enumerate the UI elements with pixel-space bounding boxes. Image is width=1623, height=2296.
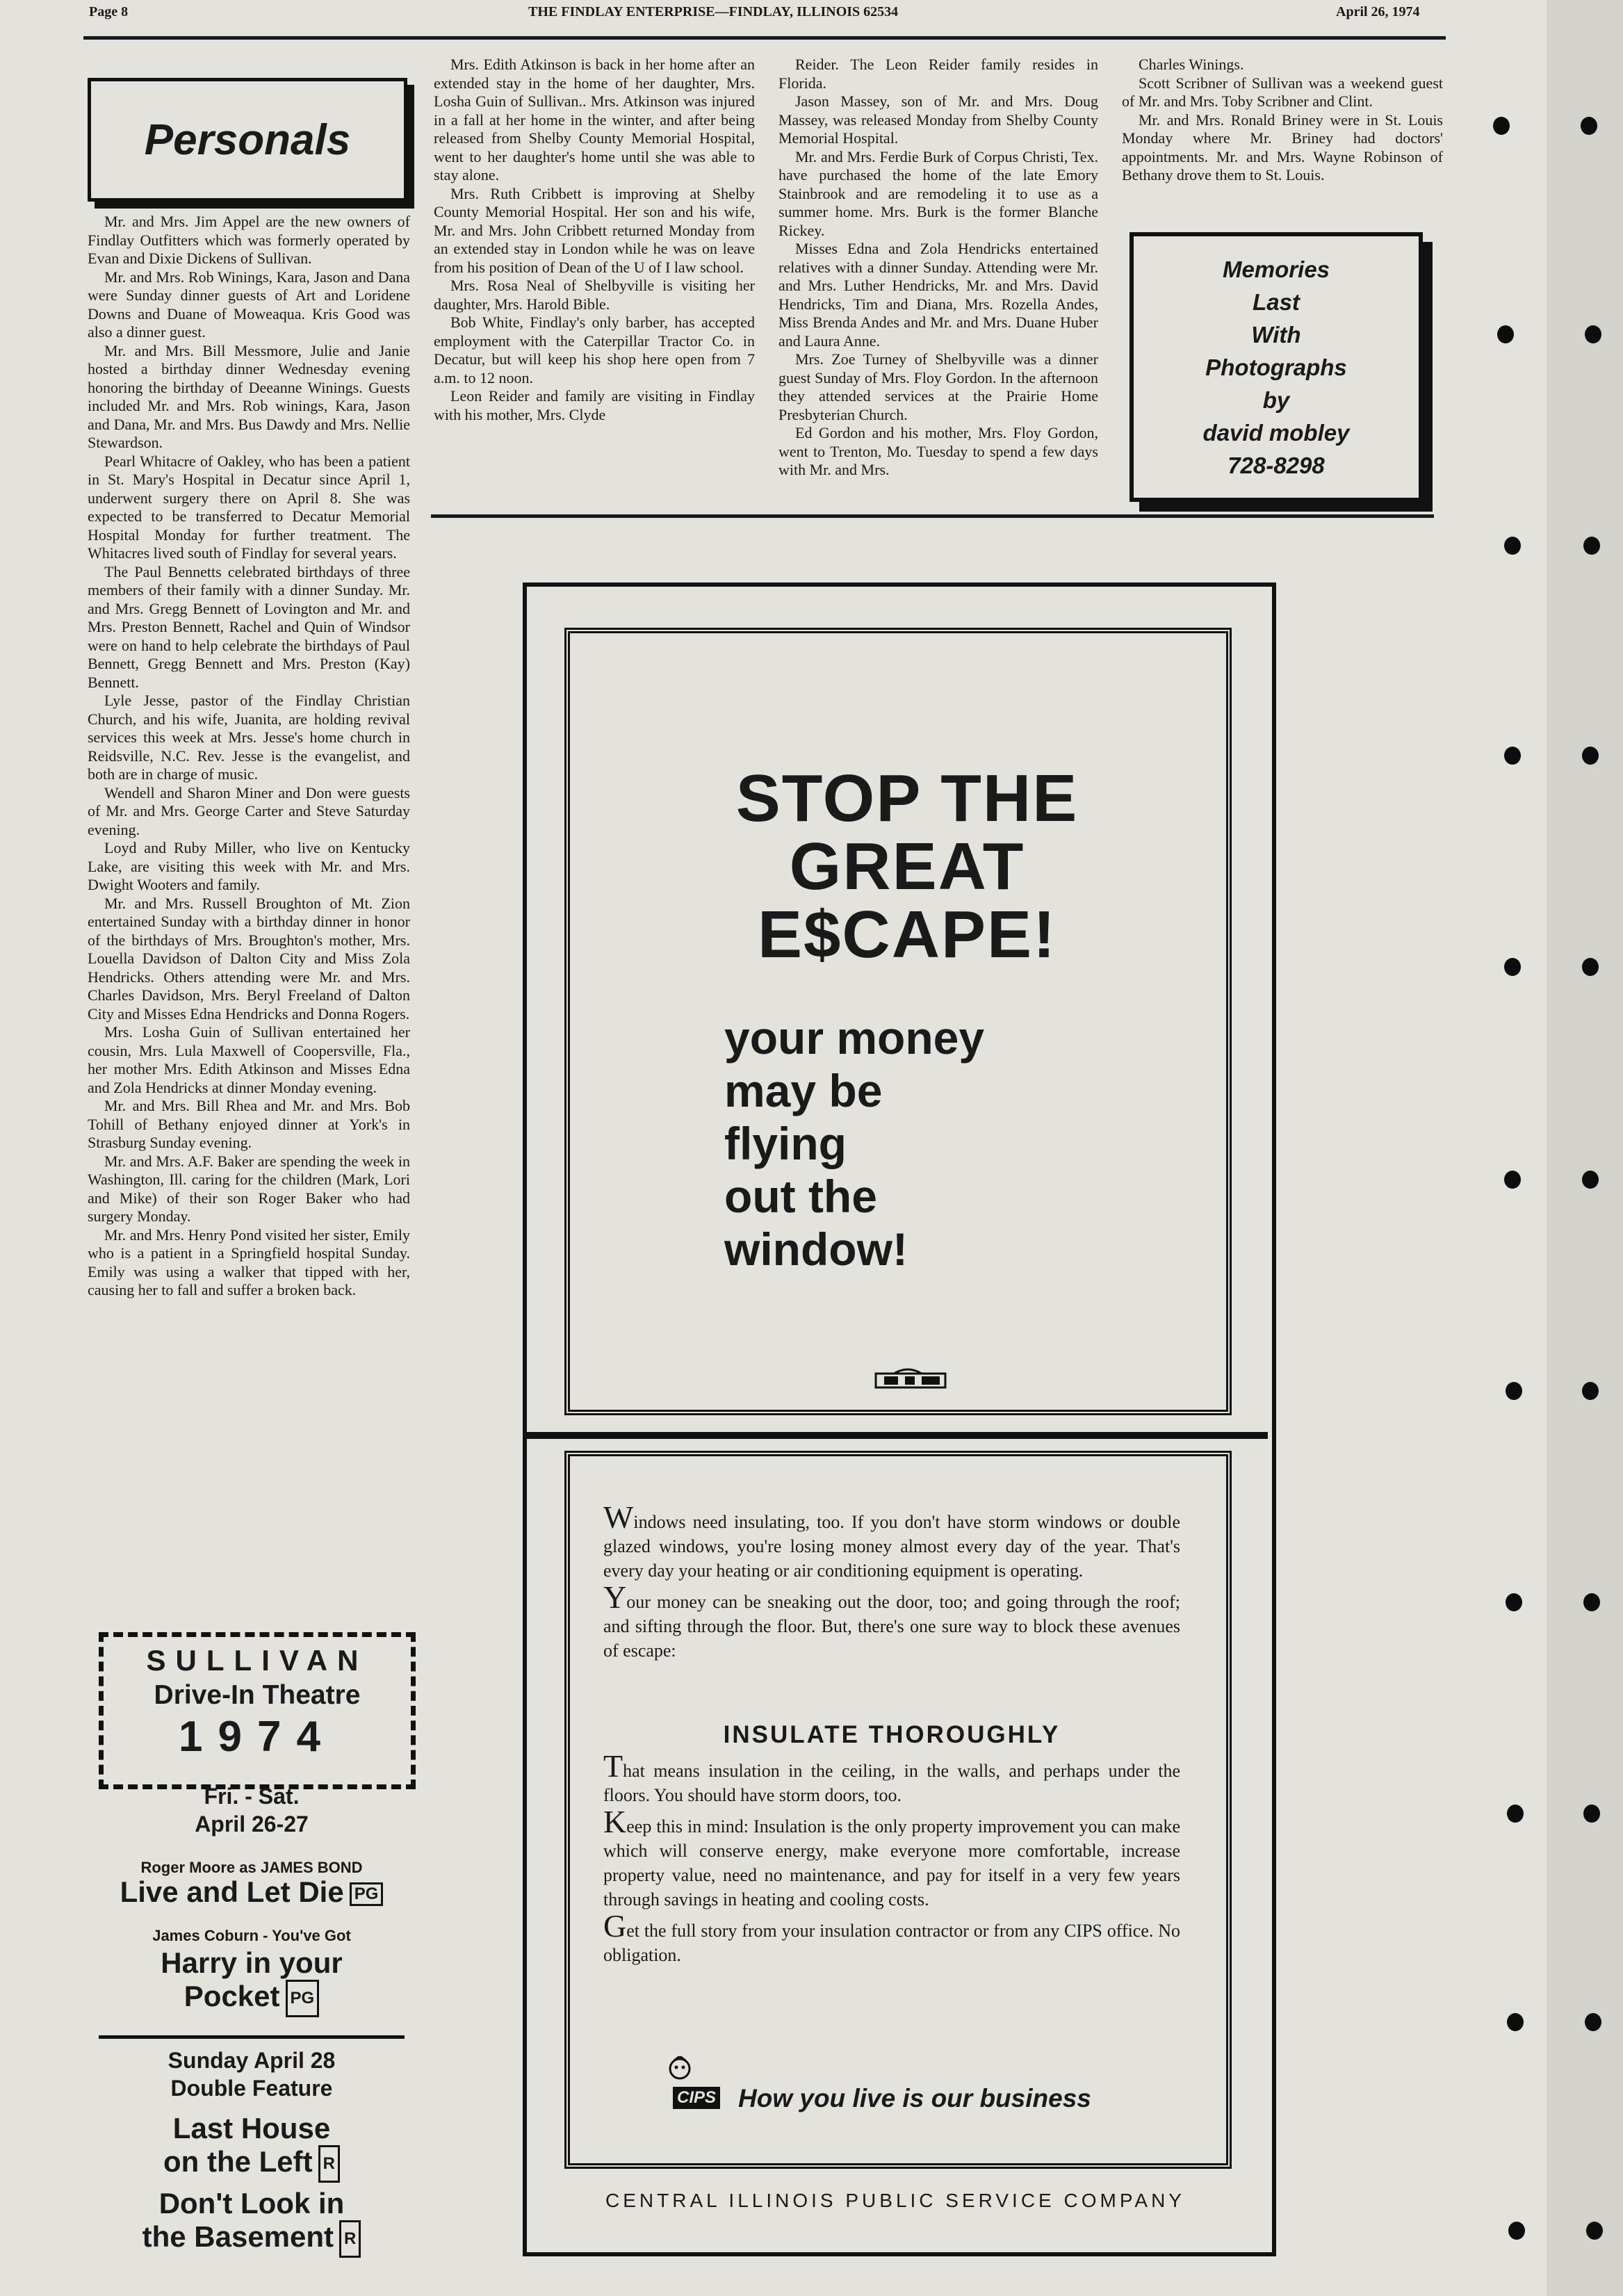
movie-credit-1: Roger Moore as JAMES BOND (140, 1859, 363, 1876)
personals-column-4 (1122, 56, 1443, 185)
binder-hole (1504, 958, 1521, 976)
movie-title-4 (99, 2187, 405, 2258)
movie-2b: Pocket (183, 1980, 280, 2013)
movie-credit-2: James Coburn - You've Got (152, 1927, 351, 1944)
drop-cap: W (603, 1499, 634, 1535)
ad-tagline: How you live is our business (738, 2084, 1091, 2112)
paragraph-text: our money can be sneaking out the door, too; and going through the roof; and sifting through the floor. But, there's one sure way to block these avenues of escape: (603, 1592, 1180, 1661)
ad-section-heading: INSULATE THOROUGHLY (723, 1721, 1061, 1748)
binder-hole (1583, 537, 1600, 555)
memories-line: With (1251, 321, 1301, 348)
movie-4a: Don't Look in (158, 2187, 345, 2220)
ad-body-bottom (603, 1748, 1180, 1973)
personals-heading: Personals (144, 115, 351, 164)
personals-paragraph: Pearl Whitacre of Oakley, who has been a patient in St. Mary's Hospital in Decatur since April 1, underwent surgery there on April 8. She was expected to be transferred to Decatur Memorial Hospital Monday for further treatment. The Whitacres lived south of Findlay for several years. (88, 452, 410, 562)
ad-paragraph (603, 1499, 1180, 1583)
sunday-date: Sunday April 28 (168, 2048, 336, 2073)
drop-cap: G (603, 1908, 627, 1944)
personals-paragraph: Charles Winings. (1139, 56, 1244, 73)
masthead-rule (83, 36, 1446, 40)
drive-in-dates (99, 1782, 405, 1838)
movie-2a: Harry in your (161, 1946, 343, 1979)
personals-paragraph: Bob White, Findlay's only barber, has accepted employment with the Caterpillar Tractor Co. in Decatur, but will keep his shop here open from 7 a.m. to 12 noon. (434, 314, 755, 386)
personals-column-3 (778, 56, 1098, 480)
sub-line: flying (724, 1118, 847, 1169)
movie-3a: Last House (172, 2112, 331, 2144)
personals-paragraph: Wendell and Sharon Miner and Don were guests of Mr. and Mrs. George Carter and Steve Saturday evening. (88, 783, 410, 838)
rating-badge: R (318, 2145, 340, 2183)
personals-paragraph: Scott Scribner of Sullivan was a weekend guest of Mr. and Mrs. Toby Scribner and Clint. (1122, 74, 1443, 110)
personals-paragraph: Mr. and Mrs. Bill Messmore, Julie and Janie hosted a birthday dinner Wednesday evening honoring the birthday of Deeanne Winings. Guests included Mr. and Mrs. Rob winings, Kara, Jason and Dana, Mr. and Mrs. Bus Dawdy and Mrs. Nellie Stewardson. (88, 341, 410, 451)
personals-paragraph: Reider. The Leon Reider family resides in Florida. (778, 56, 1098, 92)
company-name: CENTRAL ILLINOIS PUBLIC SERVICE COMPANY (605, 2190, 1185, 2211)
movie-3b: on the Left (163, 2145, 313, 2179)
headline-line: GREAT (789, 829, 1025, 904)
paragraph-text: eep this in mind: Insulation is the only property improvement you can make which will conserve energy, make everyone more comfortable, increase property value, need no maintenance, and pay for itself in a very few years through savings in heating and cooling costs. (603, 1816, 1180, 1910)
sub-line: window! (724, 1223, 908, 1275)
double-feature: Double Feature (170, 2076, 333, 2101)
binder-hole (1585, 325, 1601, 343)
cips-ad-divider (523, 1432, 1268, 1439)
movie-4b: the Basement (142, 2220, 334, 2254)
binder-hole (1504, 747, 1521, 765)
dates-days: Fri. - Sat. (204, 1784, 300, 1809)
movie-title-2 (99, 1946, 405, 2017)
paragraph-text: et the full story from your insulation contractor or from any CIPS office. No obligation. (603, 1921, 1180, 1965)
personals-paragraph: Mr. and Mrs. A.F. Baker are spending the week in Washington, Ill. caring for the children (Mark, Lori and Mike) of their son Roger Baker who had surgery Monday. (88, 1152, 410, 1225)
binder-hole (1504, 1171, 1521, 1189)
section-rule (431, 514, 1434, 518)
binder-hole (1508, 2222, 1525, 2240)
ad-headline (626, 761, 1189, 972)
personals-paragraph: Misses Edna and Zola Hendricks entertained relatives with a dinner Sunday. Attending were Mr. and Mrs. Luther Hendricks, Mr. and Mrs. David Hendricks, Tim and Diana, Mrs. Rozella Andes, Miss Brenda Andes and Mr. and Mrs. Duane Huber and Laura Anne. (778, 240, 1098, 350)
sub-line: may be (724, 1065, 883, 1116)
personals-paragraph: Lyle Jesse, pastor of the Findlay Christian Church, and his wife, Juanita, are holding revival services this week at Mrs. Jesse's home church in Reidsville, N.C. Rev. Jesse is the evangelist, and both are in charge of music. (88, 692, 410, 783)
ad-paragraph (603, 1579, 1180, 1663)
binder-hole (1497, 325, 1514, 343)
binder-hole (1586, 2222, 1603, 2240)
cips-logo: CIPS (673, 2087, 720, 2109)
drop-cap: Y (603, 1579, 627, 1615)
drive-in-year: 1974 (179, 1713, 336, 1761)
binder-hole (1504, 537, 1521, 555)
dates-range: April 26-27 (195, 1811, 309, 1837)
paragraph-text: hat means insulation in the ceiling, in the walls, and perhaps under the floors. You should have storm doors, too. (603, 1761, 1180, 1805)
binder-hole (1506, 1593, 1522, 1611)
page-edge (1547, 0, 1623, 2296)
drive-in-type: Drive-In Theatre (154, 1680, 361, 1710)
personals-paragraph: Mrs. Ruth Cribbett is improving at Shelby County Memorial Hospital. Her son and his wife, Mr. and Mrs. John Cribbett returned Monday from an extended stay in London while he was on leave from his position of Dean of the U of I law school. (434, 184, 755, 276)
personals-paragraph: Mr. and Mrs. Bill Rhea and Mr. and Mrs. Bob Tohill of Bethany enjoyed dinner at York's in Strasburg Sunday evening. (88, 1097, 410, 1151)
binder-hole (1585, 2013, 1601, 2031)
binder-hole (1493, 117, 1510, 135)
mascot-icon (660, 2056, 702, 2084)
ad-subheadline (724, 1011, 1183, 1276)
personals-column-2 (434, 56, 755, 424)
personals-paragraph: Mr. and Mrs. Russell Broughton of Mt. Zion entertained Sunday with a birthday dinner in honor of the birthdays of Mrs. Broughton's mother, Mrs. Louella Davidson of Dalton City and Miss Zola Hendricks. Others attending were Mr. and Mrs. Charles Davidson, Mrs. Beryl Freeland of Dalton City and Misses Edna Hendricks and Donna Rogers. (88, 894, 410, 1023)
personals-paragraph: Mr. and Mrs. Ferdie Burk of Corpus Christi, Tex. have purchased the home of the late Emory Stainbrook and are remodeling it to use as a summer home. Mrs. Burk is the former Blanche Rickey. (778, 147, 1098, 239)
movie-title-3 (99, 2112, 405, 2183)
memories-ad (1129, 232, 1423, 502)
personals-paragraph: Mrs. Edith Atkinson is back in her home after an extended stay in the home of her daughter, Mrs. Losha Guin of Sullivan.. Mrs. Atkinson was injured in a fall at her home in the winter, and after being released from Shelby County Memorial Hospital, went to her daughter's home until she was able to stay alone. (434, 56, 755, 184)
memories-line: by (1262, 386, 1290, 413)
drive-in-rule (99, 2035, 405, 2039)
binder-hole (1582, 1171, 1599, 1189)
personals-paragraph: Mrs. Losha Guin of Sullivan entertained her cousin, Mrs. Lula Maxwell of Coopersville, Fla., her mother Mrs. Edith Atkinson and Misses Edna and Zola Hendricks at dinner Monday evening. (88, 1023, 410, 1096)
personals-paragraph: The Paul Bennetts celebrated birthdays of three members of their family with a dinner Sunday. Mr. and Mrs. Gregg Bennett of Lovington and Mr. and Mrs. Preston Bennett, Rachel and Quin of Windsor were on hand to help celebrate the birthdays of Paul Bennett, Gregg Bennett and Mrs. Preston (Kay) Bennett. (88, 562, 410, 691)
personals-paragraph: Mrs. Rosa Neal of Shelbyville is visiting her daughter, Mrs. Harold Bible. (434, 277, 755, 313)
drive-in-ad-box (99, 1632, 416, 1789)
movie-1: Live and Let Die (120, 1875, 344, 1908)
rating-badge: PG (286, 1980, 320, 2017)
memories-line: Last (1253, 288, 1300, 315)
sub-line: out the (724, 1171, 877, 1222)
binder-hole (1582, 747, 1599, 765)
personals-paragraph: Mrs. Zoe Turney of Shelbyville was a dinner guest Sunday of Mrs. Floy Gordon. In the afternoon they attended services at the Prairie Home Presbyterian Church. (778, 350, 1098, 423)
issue-date: April 26, 1974 (1336, 4, 1420, 19)
personals-paragraph: Mr. and Mrs. Jim Appel are the new owners of Findlay Outfitters which was formerly operated by Evan and Dixie Dickens of Sullivan. (88, 213, 410, 267)
ad-body-top (603, 1499, 1180, 1668)
ad-paragraph (603, 1908, 1180, 1967)
page-number: Page 8 (89, 4, 129, 19)
memories-phone: 728-8298 (1228, 452, 1325, 478)
masthead (83, 0, 1446, 24)
binder-hole (1507, 1805, 1524, 1823)
ad-paragraph (603, 1748, 1180, 1807)
drop-cap: K (603, 1804, 627, 1839)
paper-title: THE FINDLAY ENTERPRISE—FINDLAY, ILLINOIS 62534 (528, 4, 899, 19)
personals-column-1 (88, 213, 410, 1300)
personals-paragraph: Mr. and Mrs. Rob Winings, Kara, Jason and Dana were Sunday dinner guests of Art and Loridene Downs and Duane of Moweaqua. Kris Good was also a dinner guest. (88, 268, 410, 341)
binder-hole (1507, 2013, 1524, 2031)
rating-badge: R (339, 2220, 361, 2258)
memories-line: david mobley (1202, 419, 1350, 446)
sunday-feature (99, 2046, 405, 2102)
paragraph-text: indows need insulating, too. If you don't have storm windows or double glazed windows, you're losing money almost every day of the year. That's every day your heating or air conditioning equipment is operating. (603, 1512, 1180, 1581)
binder-hole (1582, 1382, 1599, 1400)
ad-paragraph (603, 1804, 1180, 1912)
binder-hole (1506, 1382, 1522, 1400)
personals-heading-box (88, 78, 407, 202)
personals-paragraph: Jason Massey, son of Mr. and Mrs. Doug Massey, was released Monday from Shelby County Memorial Hospital. (778, 92, 1098, 147)
personals-paragraph: Mr. and Mrs. Henry Pond visited her sister, Emily who is a patient in a Springfield hospital Sunday. Emily was using a walker that tipped with her, causing her to fall and suffer a broken back. (88, 1226, 410, 1298)
personals-paragraph: Mr. and Mrs. Ronald Briney were in St. Louis Monday where Mr. Briney had doctors' appointments. Mr. and Mrs. Wayne Robinson of Bethany drove them to St. Louis. (1122, 111, 1443, 184)
headline-line: E$CAPE! (757, 897, 1057, 972)
drop-cap: T (603, 1748, 623, 1784)
headline-line: STOP THE (735, 761, 1079, 836)
memories-line: Memories (1222, 256, 1330, 282)
binder-hole (1583, 1593, 1600, 1611)
rating-badge: PG (350, 1882, 384, 1906)
binder-hole (1582, 958, 1599, 976)
sub-line: your money (724, 1012, 985, 1064)
drive-in-name: SULLIVAN (146, 1644, 368, 1677)
flying-money-icon (873, 1367, 954, 1392)
binder-hole (1581, 117, 1597, 135)
personals-paragraph: Leon Reider and family are visiting in Findlay with his mother, Mrs. Clyde (434, 387, 755, 423)
memories-line: Photographs (1205, 354, 1347, 380)
personals-paragraph: Loyd and Ruby Miller, who live on Kentucky Lake, are visiting this week with Mr. and Mrs. Dwight Wooters and family. (88, 839, 410, 893)
movie-title-1 (99, 1875, 405, 1909)
binder-hole (1583, 1805, 1600, 1823)
personals-paragraph: Ed Gordon and his mother, Mrs. Floy Gordon, went to Trenton, Mo. Tuesday to spend a few days with Mr. and Mrs. (778, 424, 1098, 478)
